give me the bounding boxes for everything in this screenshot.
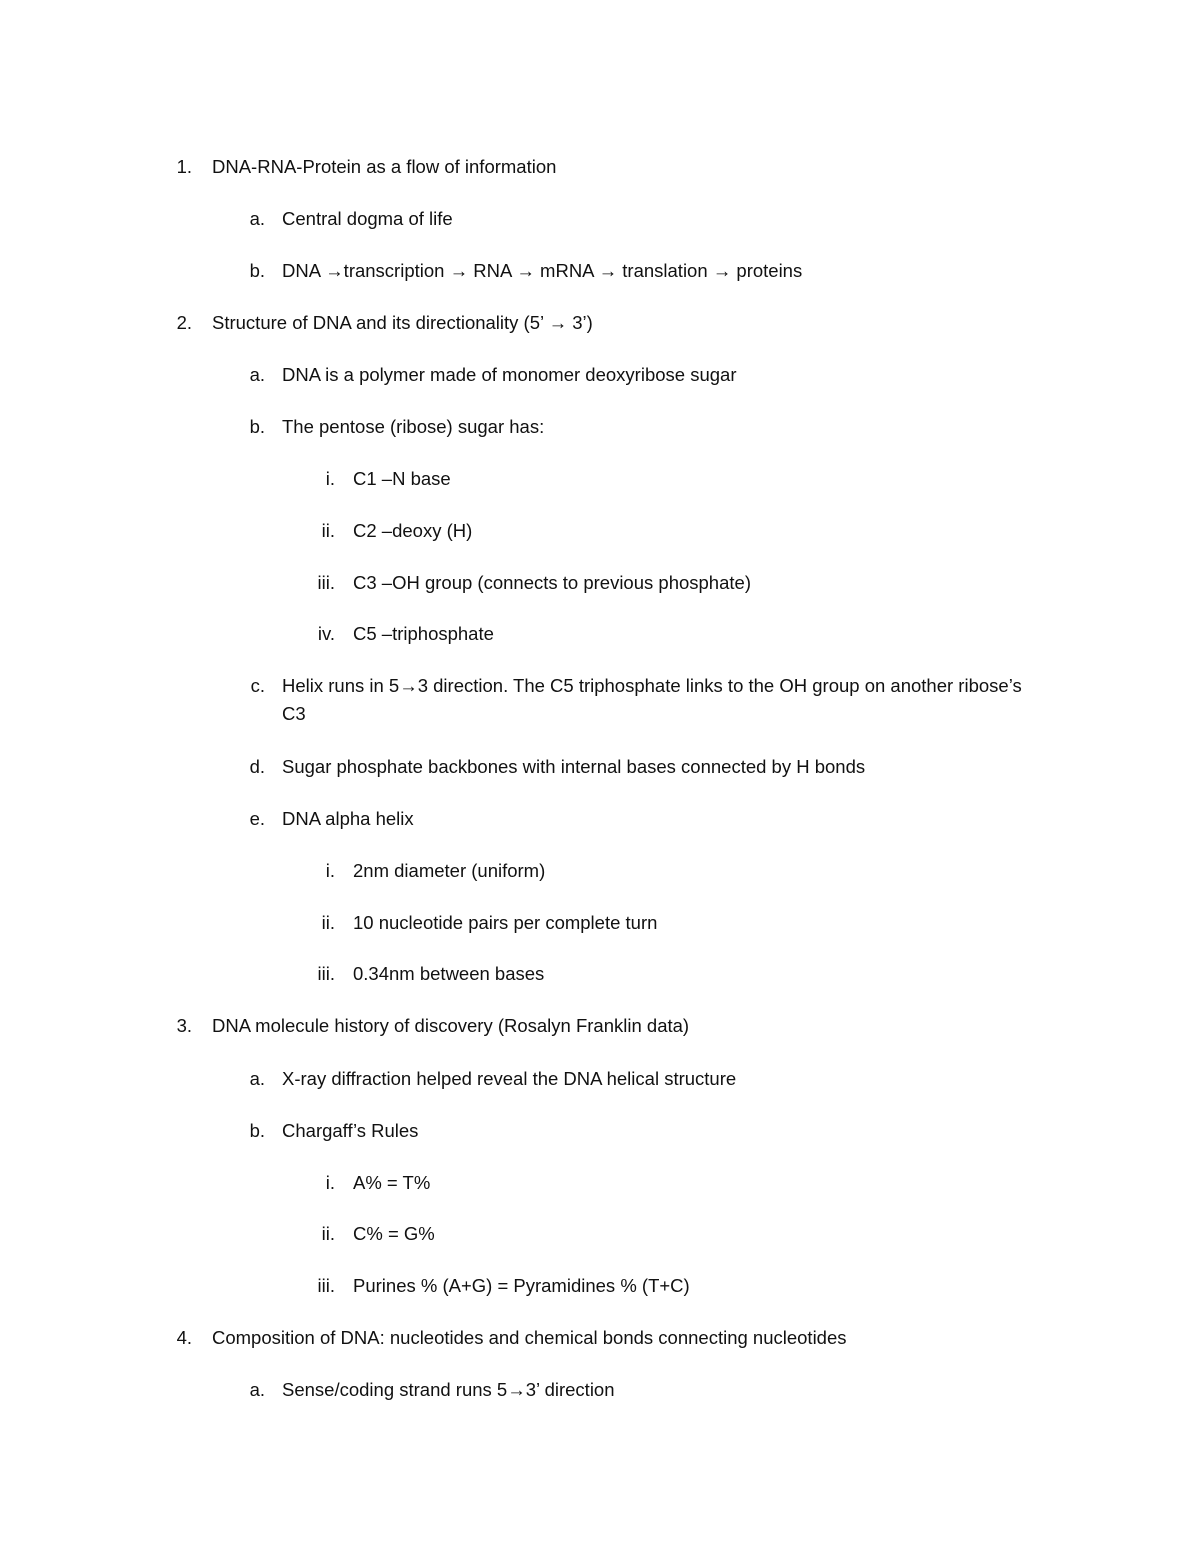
item-text: Helix runs in 5→3 direction. The C5 triphosphate links to the OH group on another ribose’s C3 [282, 675, 1022, 724]
item-text: DNA-RNA-Protein as a flow of information [212, 156, 557, 177]
item-marker: b. [249, 260, 265, 281]
item-text: DNA molecule history of discovery (Rosalyn Franklin data) [212, 1015, 690, 1036]
item-text: 2nm diameter (uniform) [353, 860, 546, 881]
item-text: DNA is a polymer made of monomer deoxyribose sugar [282, 364, 737, 385]
item-text: C1 –N base [353, 468, 451, 489]
item-marker: 2. [176, 312, 192, 333]
item-marker: b. [249, 1120, 265, 1141]
item-marker: a. [249, 364, 265, 385]
item-marker: i. [325, 468, 335, 489]
item-marker: ii. [321, 1223, 335, 1244]
item-text: 0.34nm between bases [353, 963, 545, 984]
item-marker: iii. [317, 572, 335, 593]
item-text: C% = G% [353, 1223, 435, 1244]
item-text: X-ray diffraction helped reveal the DNA helical structure [282, 1068, 737, 1089]
item-text: C2 –deoxy (H) [353, 520, 473, 541]
item-text: Purines % (A+G) = Pyramidines % (T+C) [353, 1275, 690, 1296]
item-marker: a. [249, 1068, 265, 1089]
item-text: The pentose (ribose) sugar has: [282, 416, 545, 437]
item-text: A% = T% [353, 1172, 431, 1193]
item-marker: ii. [321, 520, 335, 541]
item-text: DNA →transcription → RNA → mRNA → translation → proteins [282, 260, 803, 281]
item-text: C5 –triphosphate [353, 623, 494, 644]
item-text: Sense/coding strand runs 5→3’ direction [282, 1379, 615, 1400]
item-marker: e. [249, 808, 265, 829]
item-marker: iii. [317, 1275, 335, 1296]
item-marker: a. [249, 208, 265, 229]
item-text: Composition of DNA: nucleotides and chemical bonds connecting nucleotides [212, 1327, 847, 1348]
item-marker: 4. [176, 1327, 192, 1348]
item-marker: a. [249, 1379, 265, 1400]
item-marker: d. [249, 756, 265, 777]
item-marker: c. [250, 675, 265, 696]
item-text: Central dogma of life [282, 208, 453, 229]
item-marker: iv. [317, 623, 335, 644]
item-marker: i. [325, 1172, 335, 1193]
item-marker: iii. [317, 963, 335, 984]
item-text: 10 nucleotide pairs per complete turn [353, 912, 658, 933]
item-text: C3 –OH group (connects to previous phosphate) [353, 572, 751, 593]
item-text: Chargaff’s Rules [282, 1120, 419, 1141]
item-marker: b. [249, 416, 265, 437]
item-text: Structure of DNA and its directionality (5’ → 3’) [212, 312, 593, 333]
item-text: DNA alpha helix [282, 808, 414, 829]
item-marker: 1. [176, 156, 192, 177]
item-marker: ii. [321, 912, 335, 933]
item-text: Sugar phosphate backbones with internal bases connected by H bonds [282, 756, 866, 777]
item-marker: 3. [176, 1015, 192, 1036]
item-marker: i. [325, 860, 335, 881]
